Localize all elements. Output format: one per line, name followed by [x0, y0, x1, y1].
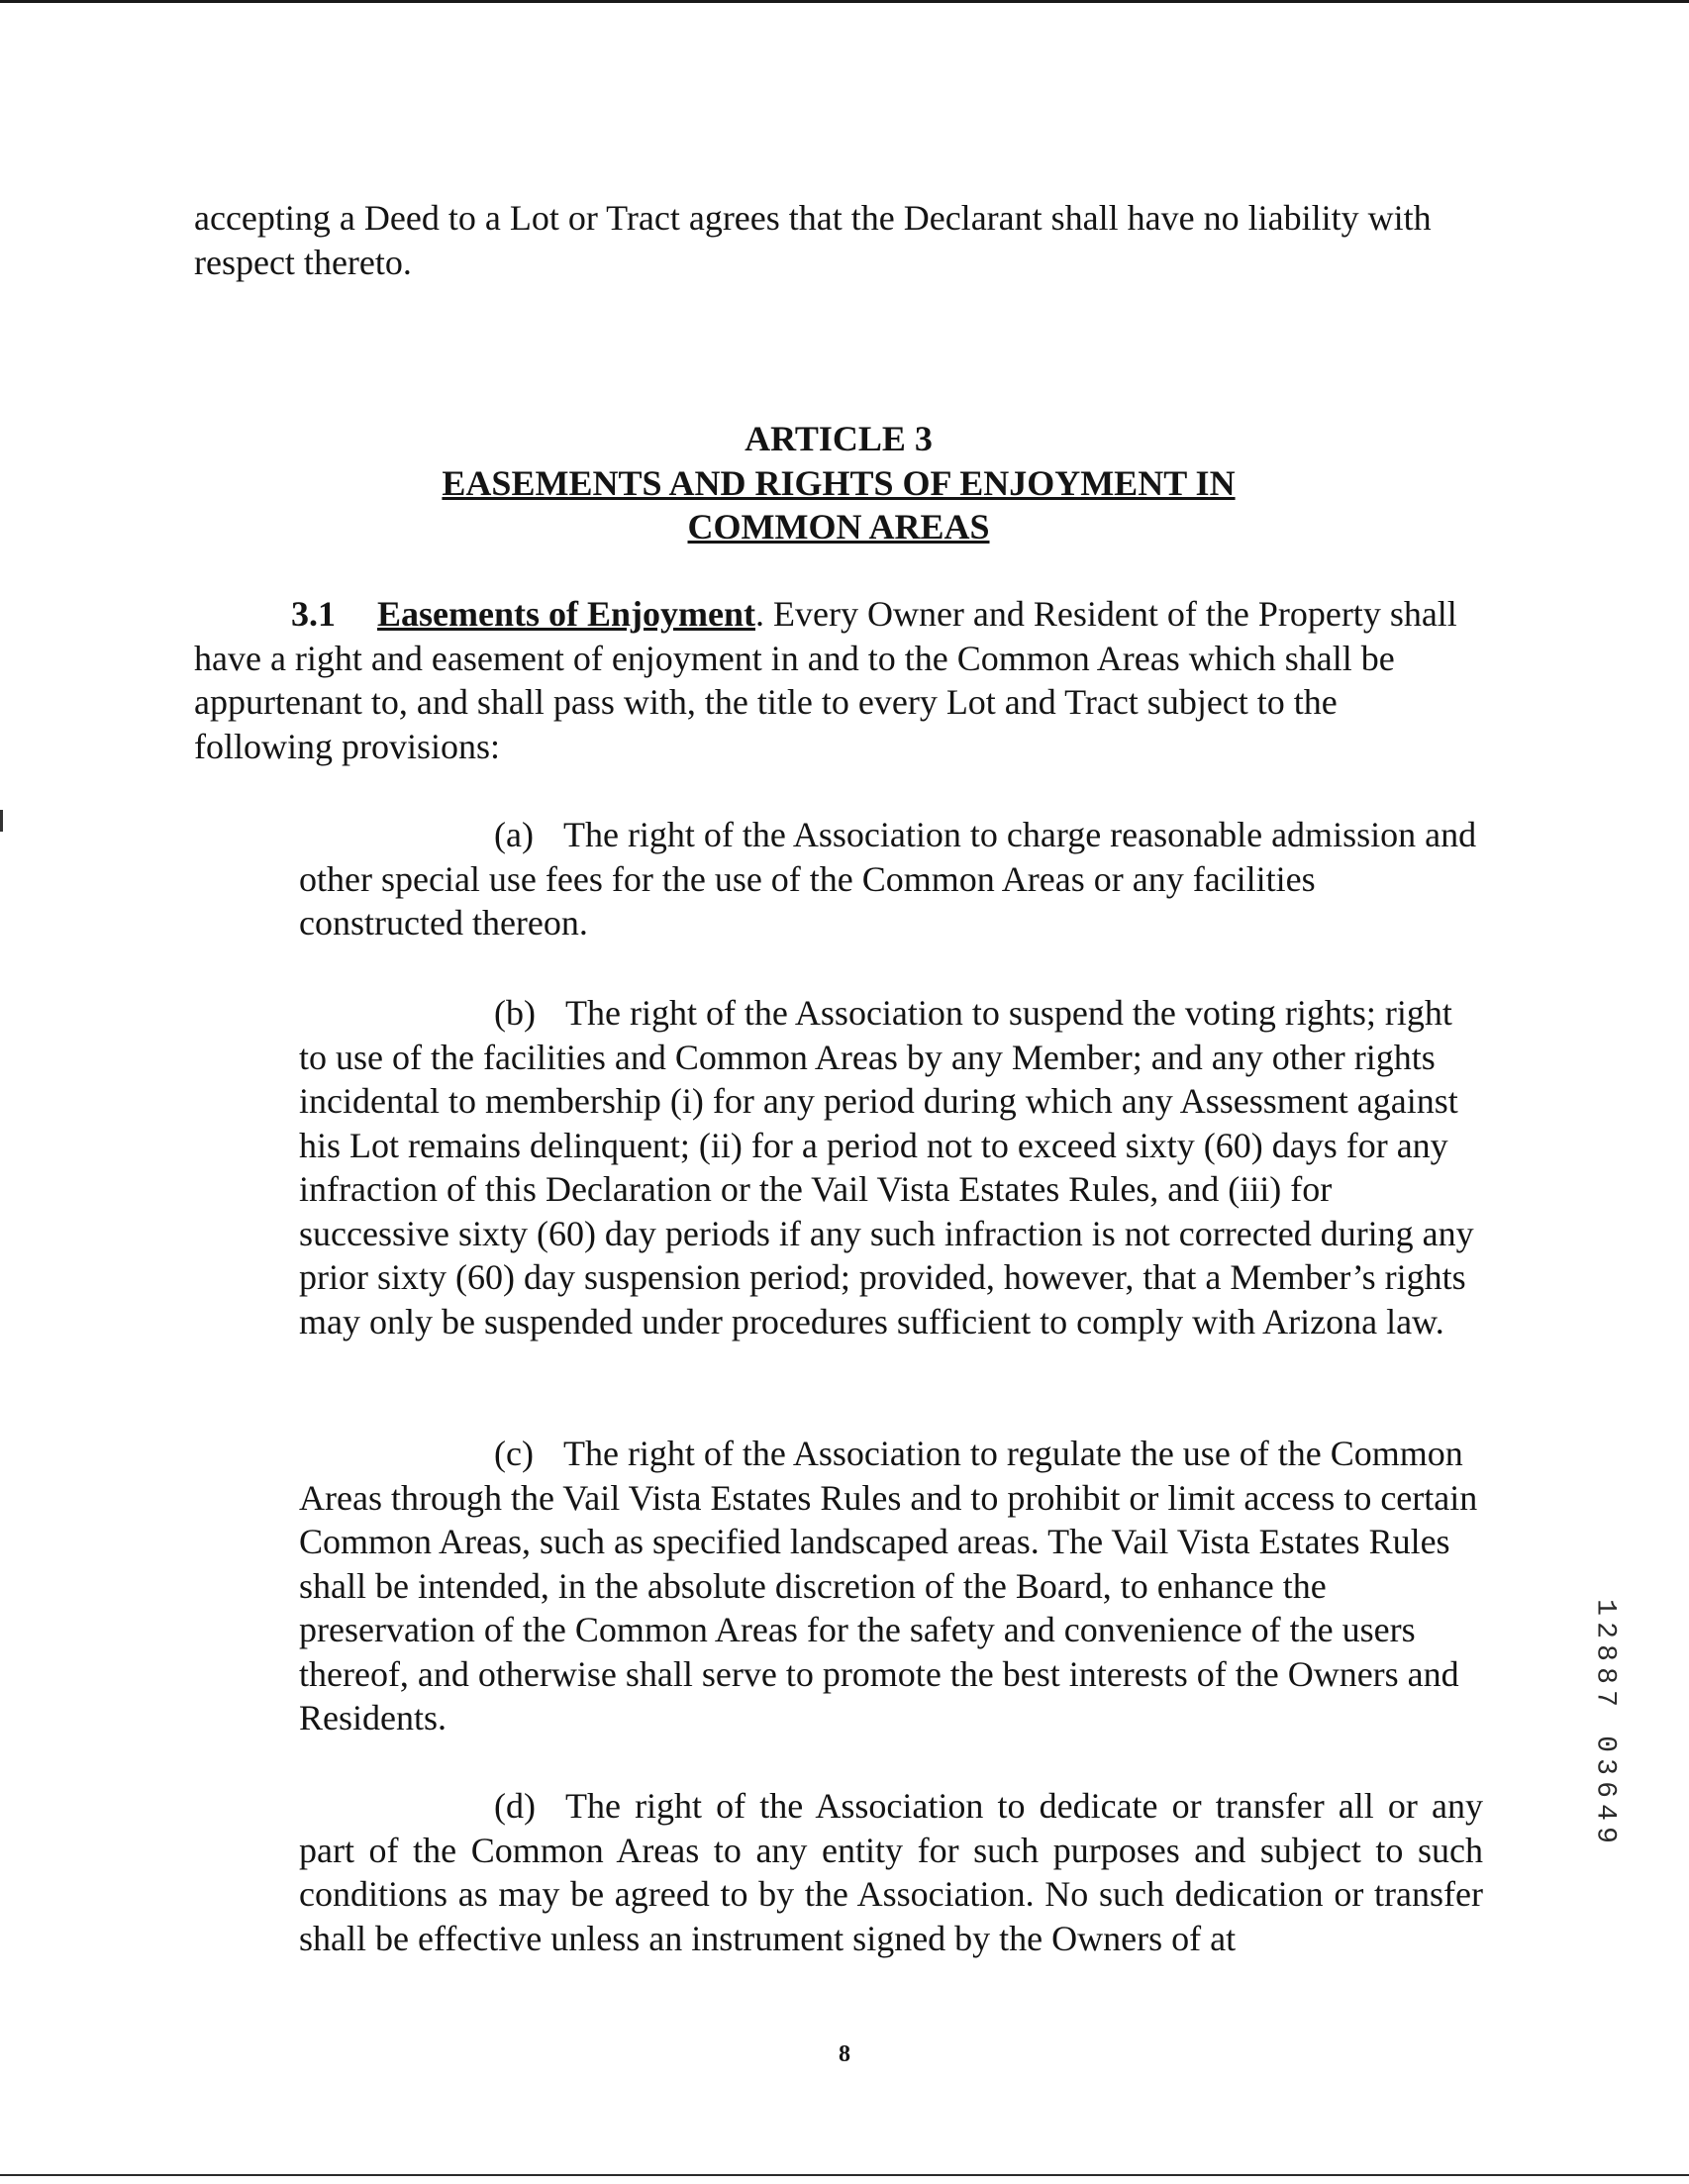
stamp-character: 8	[1589, 1644, 1621, 1661]
subsection-text: The right of the Association to dedicate or transfer all or any part of the Common Areas to any entity for such purposes and subject to such conditions as may be agreed to by the Association. No such dedication or transfer shall be effective unless an instrument signed by the Owners of at	[299, 1786, 1483, 1958]
stamp-character: 9	[1589, 1827, 1621, 1843]
stamp-character: 1	[1589, 1599, 1621, 1616]
scan-edge-mark	[0, 810, 3, 832]
subsection-label: (b)	[494, 993, 536, 1033]
stamp-character: 0	[1589, 1736, 1621, 1752]
subsection-text: The right of the Association to charge reasonable admission and other special use fees for the use of the Common Areas or any facilities constructed thereon.	[299, 815, 1477, 943]
subsection-label: (d)	[494, 1786, 536, 1826]
article-title-line-1: EASEMENTS AND RIGHTS OF ENJOYMENT IN	[442, 462, 1236, 503]
page-number: 8	[839, 2041, 850, 2067]
article-heading	[194, 417, 1483, 549]
stamp-character: 2	[1589, 1622, 1621, 1638]
bottom-border-line	[0, 2174, 1689, 2176]
subsection-d	[299, 1784, 1483, 1960]
subsection-a	[299, 813, 1483, 945]
section-number: 3.1	[291, 594, 336, 634]
subsection-c	[299, 1432, 1483, 1740]
article-number: ARTICLE 3	[745, 419, 933, 458]
subsection-text: The right of the Association to regulate the use of the Common Areas through the Vail Vista Estates Rules and to prohibit or limit access to certain Common Areas, such as specified landscaped areas. The Vail Vista Estates Rules shall be intended, in the absolute discretion of the Board, to enhance the preservation of the Common Areas for the safety and convenience of the users thereof, and otherwise shall serve to promote the best interests of the Owners and Residents.	[299, 1434, 1478, 1737]
top-border-line	[0, 0, 1689, 3]
stamp-character: 6	[1589, 1781, 1621, 1798]
stamp-character: 8	[1589, 1667, 1621, 1684]
article-title-line-2: COMMON AREAS	[687, 507, 990, 546]
subsection-b	[299, 991, 1483, 1343]
intro-paragraph: accepting a Deed to a Lot or Tract agrees that the Declarant shall have no liability with respect thereto.	[194, 198, 1432, 282]
stamp-character: 7	[1589, 1690, 1621, 1707]
section-heading: Easements of Enjoyment	[377, 594, 755, 634]
recording-number-stamp	[1588, 1596, 1622, 1846]
stamp-character: 3	[1589, 1758, 1621, 1775]
subsection-label: (c)	[494, 1434, 534, 1473]
subsection-text: The right of the Association to suspend the voting rights; right to use of the facilities and Common Areas by any Member; and any other rights incidental to membership (i) for any period during which any Assessment against his Lot remains delinquent; (ii) for a period not to exceed sixty (60) days for any infraction of this Declaration or the Vail Vista Estates Rules, and (iii) for successive sixty (60) day periods if any such infraction is not corrected during any prior sixty (60) day suspension period; provided, however, that a Member’s rights may only be suspended under procedures sufficient to comply with Arizona law.	[299, 993, 1474, 1341]
stamp-character: 4	[1589, 1804, 1621, 1821]
section-body: . Every Owner and Resident of the Property shall have a right and easement of enjoyment in and to the Common Areas which shall be appurtenant to, and shall pass with, the title to every Lot and Tract subject to the following provisions:	[194, 594, 1457, 766]
subsection-label: (a)	[494, 815, 534, 854]
section-3-1-paragraph	[194, 592, 1483, 768]
